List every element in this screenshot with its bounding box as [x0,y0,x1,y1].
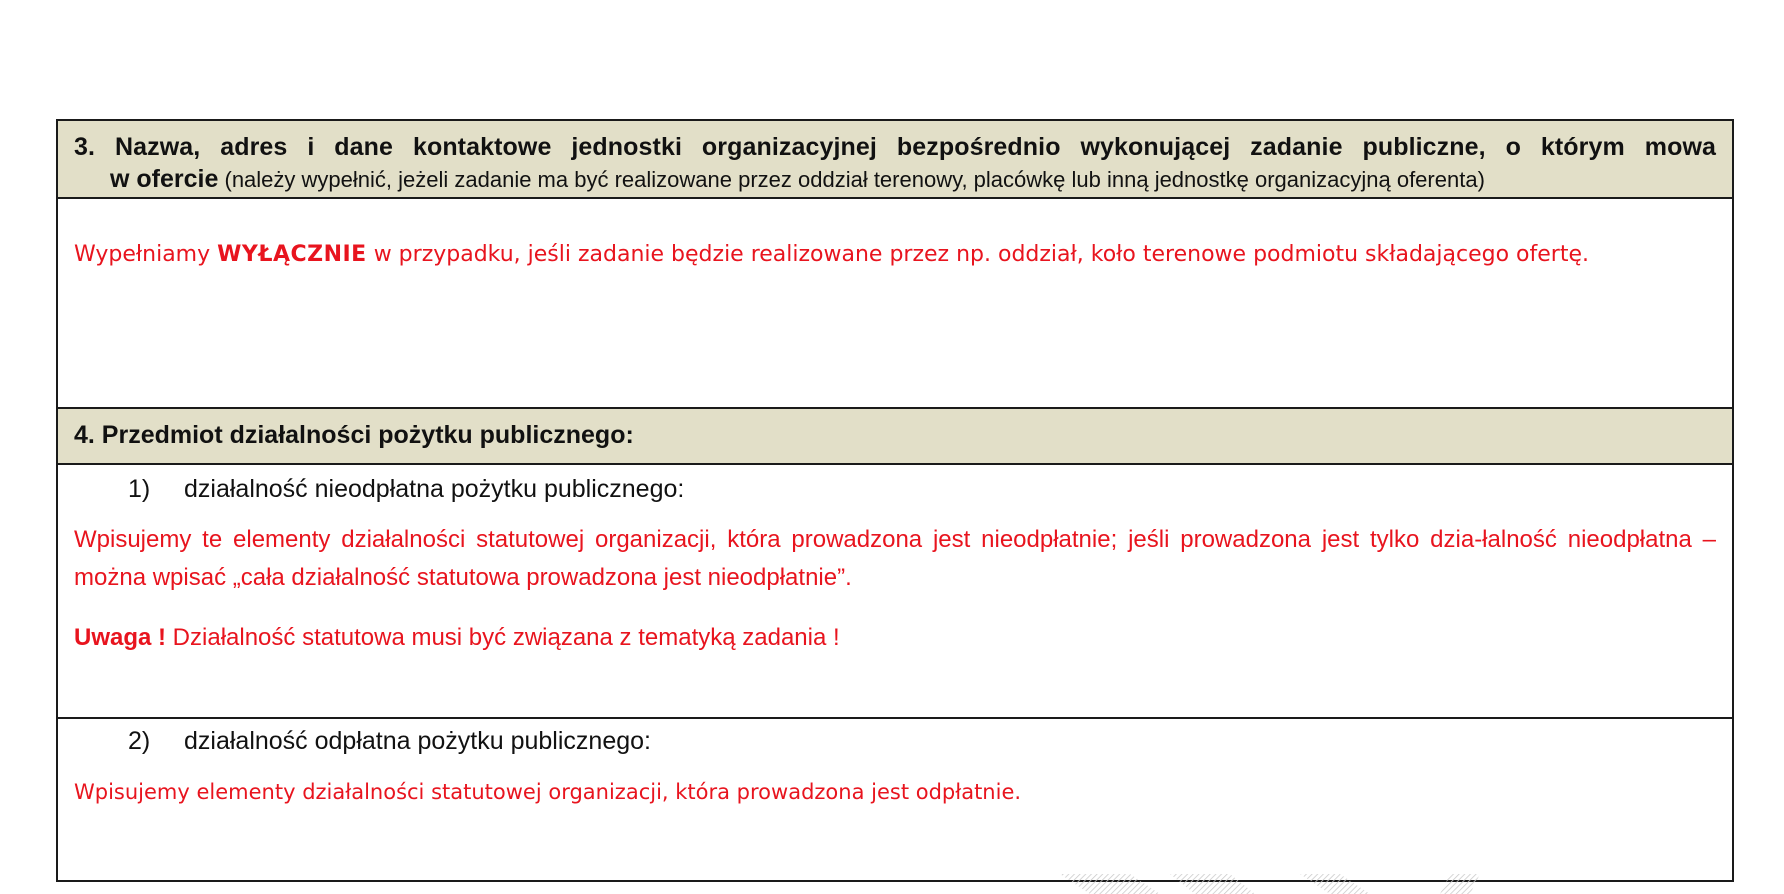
item-1-instruction: Wpisujemy te elementy działalności statutowej organizacji, która prowadzona jest nieodpłatnie; jeśli prowadzona jest tylko dzia-łalność nieodpłatna – można wpisać „cała działalność statutowa prowadzona jest nieodpłatnie”. [74,526,1716,591]
section-3-title: Nazwa, adres i dane kontaktowe jednostki organizacyjnej bezpośrednio wykonującej zadanie publiczne, o którym mowa [114,133,1716,161]
item-2-instruction: Wpisujemy elementy działalności statutowej organizacji, która prowadzona jest odpłatnie. [74,780,1022,804]
section-3-instruction-suffix: w przypadku, jeśli zadanie będzie realizowane przez np. oddział, koło terenowe podmiotu składającego ofertę. [366,242,1589,267]
item-1-heading [128,475,684,504]
section-3-header [58,121,1732,199]
item-1-note-text: Działalność statutowa musi być związana z tematyką zadania ! [166,624,840,651]
section-4-header [58,409,1732,465]
item-2-label: działalność odpłatna pożytku publicznego: [184,727,651,755]
offer-form-table [56,119,1734,882]
section-3-instruction-emphasis: WYŁĄCZNIE [217,242,367,267]
item-1-index: 1) [128,475,151,503]
section-4-title: 4. Przedmiot działalności pożytku publicznego: [74,421,634,449]
item-2-heading [128,727,651,756]
section-4-item-2[interactable] [58,719,1732,880]
section-4-item-1[interactable] [58,465,1732,719]
section-3-instruction [74,232,1716,278]
section-3-title-note: (należy wypełnić, jeżeli zadanie ma być realizowane przez oddział terenowy, placówkę lub inną jednostkę organizacyjną oferenta) [224,167,1485,192]
item-1-label: działalność nieodpłatna pożytku publicznego: [184,475,685,503]
item-2-index: 2) [128,727,151,755]
section-3-instruction-prefix: Wypełniamy [74,242,218,267]
section-3-title-line1 [74,131,1716,164]
section-3-body[interactable] [58,199,1732,409]
section-3-title-line2 [74,164,1716,195]
item-1-note-label: Uwaga ! [74,624,167,651]
item-1-note [74,619,1716,657]
section-3-number: 3. [74,133,96,161]
watermark-graphic [1040,874,1480,894]
section-3-title-bold: w ofercie [110,165,219,193]
